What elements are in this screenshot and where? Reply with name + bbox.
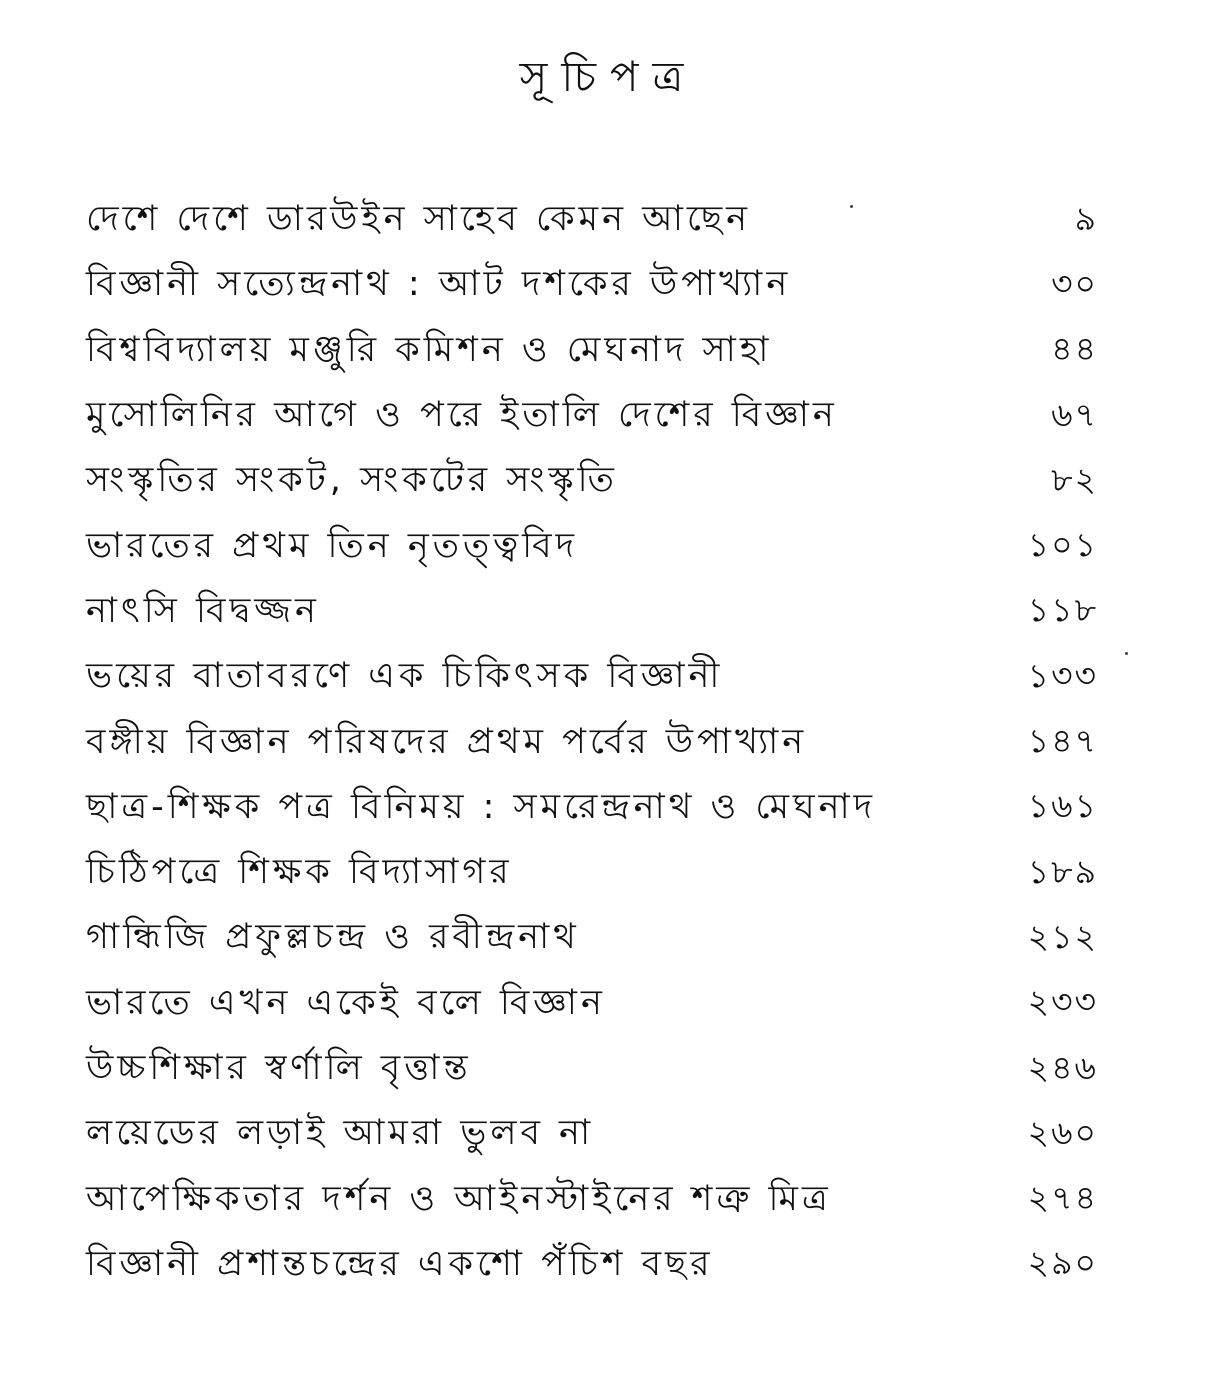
- toc-entry-title: আপেক্ষিকতার দর্শন ও আইনস্টাইনের শত্রু মিত্র: [86, 1178, 832, 1219]
- toc-entry-title: বিজ্ঞানী সত্যেন্দ্রনাথ : আট দশকের উপাখ্যান: [86, 264, 792, 305]
- toc-entry-page: ১৮৯: [1027, 851, 1098, 891]
- toc-entry-page: ৮২: [1051, 459, 1098, 499]
- toc-entry-title: ভারতের প্রথম তিন নৃতত্ত্ববিদ: [86, 525, 579, 566]
- toc-entry-page: ৯: [1074, 198, 1098, 238]
- toc-entry-page: ১১৮: [1027, 590, 1098, 630]
- toc-entry: [86, 580, 1098, 645]
- toc-entry: [86, 776, 1098, 841]
- table-of-contents: [86, 188, 1098, 1298]
- toc-entry: [86, 319, 1098, 384]
- toc-entry-page: ১৪৭: [1027, 721, 1098, 761]
- toc-entry: [86, 1102, 1098, 1167]
- toc-entry: [86, 514, 1098, 579]
- toc-entry-page: ২৩৩: [1027, 982, 1098, 1022]
- toc-entry-page: ৩০: [1051, 263, 1098, 303]
- scan-speck: [1125, 652, 1128, 655]
- toc-entry: [86, 972, 1098, 1037]
- toc-entry: [86, 906, 1098, 971]
- toc-entry-page: ১৬১: [1027, 786, 1098, 826]
- toc-entry: [86, 384, 1098, 449]
- toc-entry-title: গান্ধিজি প্রফুল্লচন্দ্র ও রবীন্দ্রনাথ: [86, 917, 580, 958]
- toc-entry-title: চিঠিপত্রে শিক্ষক বিদ্যাসাগর: [86, 852, 513, 893]
- toc-entry: [86, 449, 1098, 514]
- toc-entry-title: বিশ্ববিদ্যালয় মঞ্জুরি কমিশন ও মেঘনাদ সাহা: [86, 329, 773, 370]
- toc-entry: [86, 645, 1098, 710]
- toc-entry-page: ২১২: [1027, 916, 1098, 956]
- page-title: সূচিপত্র: [519, 52, 698, 101]
- toc-entry-page: ৪৪: [1051, 329, 1098, 369]
- toc-entry: [86, 253, 1098, 318]
- toc-entry-title: দেশে দেশে ডারউইন সাহেব কেমন আছেন: [86, 199, 752, 240]
- toc-entry-title: সংস্কৃতির সংকট, সংকটের সংস্কৃতি: [86, 460, 618, 501]
- toc-entry-title: বঙ্গীয় বিজ্ঞান পরিষদের প্রথম পর্বের উপাখ্যান: [86, 721, 808, 762]
- toc-entry-title: উচ্চশিক্ষার স্বর্ণালি বৃত্তান্ত: [86, 1048, 472, 1088]
- toc-entry-title: নাৎসি বিদ্বজ্জন: [86, 590, 320, 631]
- toc-entry: [86, 841, 1098, 906]
- toc-entry: [86, 1167, 1098, 1232]
- toc-entry-page: ২৪৬: [1027, 1047, 1098, 1087]
- scan-speck: [850, 205, 853, 208]
- toc-entry-title: ভয়ের বাতাবরণে এক চিকিৎসক বিজ্ঞানী: [86, 656, 724, 697]
- toc-entry: [86, 188, 1098, 253]
- toc-entry-page: ১০১: [1027, 525, 1098, 565]
- toc-entry-page: ১৩৩: [1027, 655, 1098, 695]
- toc-entry-title: ছাত্র-শিক্ষক পত্র বিনিময় : সমরেন্দ্রনাথ ও মেঘনাদ: [86, 786, 877, 827]
- toc-entry-title: লয়েডের লড়াই আমরা ভুলব না: [86, 1113, 595, 1154]
- toc-entry-page: ৬৭: [1051, 394, 1098, 434]
- toc-entry: [86, 1037, 1098, 1102]
- toc-entry-page: ২৭৪: [1027, 1178, 1098, 1218]
- toc-entry-title: মুসোলিনির আগে ও পরে ইতালি দেশের বিজ্ঞান: [86, 395, 838, 436]
- toc-entry-title: বিজ্ঞানী প্রশান্তচন্দ্রের একশো পঁচিশ বছর: [86, 1243, 714, 1284]
- toc-entry-page: ২৬০: [1027, 1112, 1098, 1152]
- toc-entry-title: ভারতে এখন একেই বলে বিজ্ঞান: [86, 982, 606, 1023]
- toc-entry: [86, 710, 1098, 775]
- toc-entry: [86, 1233, 1098, 1298]
- toc-entry-page: ২৯০: [1027, 1243, 1098, 1283]
